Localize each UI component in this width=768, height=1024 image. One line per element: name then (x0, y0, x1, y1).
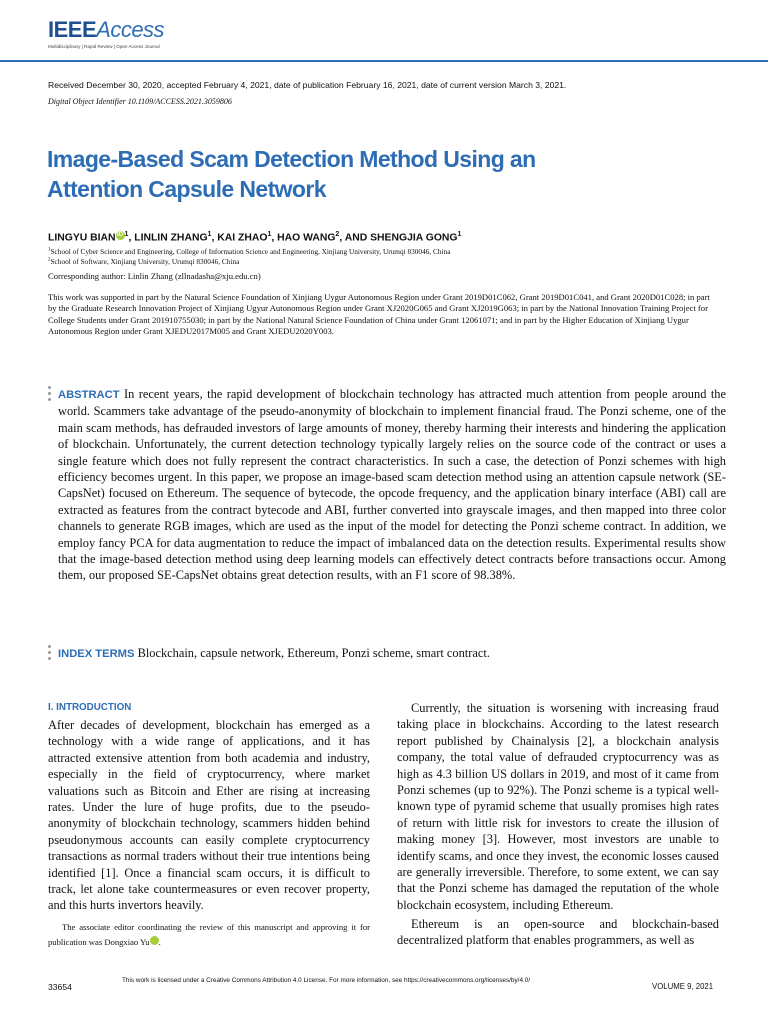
index-terms (58, 645, 726, 662)
title-line-2: Attention Capsule Network (47, 176, 326, 202)
index-terms-label: INDEX TERMS (58, 648, 135, 660)
abstract-text: In recent years, the rapid development of blockchain technology has attracted much attention from people around the world. Scammers take advantage of the pseudo-anonymity of blockchain to implement financial fraud. The Ponzi scheme, one of the main scam methods, has defrauded investors of large amounts of money, thereby harming their interests and hindering the application of blockchain. Unfortunately, the current detection technology typically largely relies on the source code of the contract or uses a single feature which does not fully represent the contract characteristics. In such a case, the detection of Ponzi schemes with high efficiency becomes urgent. In this paper, we propose an image-based scam detection method using an attention capsule network (SE-CapsNet) focused on Ethereum. The sequence of bytecode, the opcode frequency, and the application binary interface (ABI) call are extracted as features from the contract bytecode and ABI, further converted into grayscale images, and then mapped into three color channels to generate RGB images, which are used as the input of the model for detecting the Ponzi scheme contract. In addition, we employ fancy PCA for data augmentation to reduce the impact of imbalanced data on the detection results. Experimental results show that the image-based detection method using deep learning models can effectively detect contracts before transactions occur. Among them, our proposed SE-CapsNet obtains great detection results, with an F1 score of 98.38%. (58, 387, 726, 583)
abstract-label: ABSTRACT (58, 389, 120, 401)
page-number: 33654 (48, 982, 72, 992)
intro-right-paragraph-2: Ethereum is an open-source and blockchain-based decentralized platform that enables programmers, as well as (397, 917, 719, 948)
affiliation-1 (48, 247, 450, 256)
affiliation-1-text: School of Cyber Science and Engineering, College of Information Science and Engineering, Xinjiang University, Urumqi 830046, China (50, 247, 451, 256)
author-list (48, 231, 461, 243)
abstract-dots-icon (48, 386, 51, 404)
editor-footnote-end: . (158, 936, 161, 947)
affiliation-2-text: School of Software, Xinjiang University, Urumqi 830046, China (50, 257, 240, 266)
affiliation-2 (48, 257, 239, 266)
author-1-affil: 1 (124, 231, 129, 238)
editor-footnote (48, 920, 370, 949)
paper-title (47, 144, 727, 204)
author-1: LINGYU BIAN (48, 232, 116, 244)
intro-left-paragraph: After decades of development, blockchain has emerged as a technology with a wide range of applications, and it has attracted extensive attention from both academia and industry, especially in the field of cryptocurrency, where market valuations such as Bitcoin and Ether are rising at increasing rates. Under the lure of huge profits, due to the pseudo-anonymity of blockchain technology, scammers hidden behind pseudonymous accounts can easily complete cryptocurrency transactions as normal traders without their true intentions being identified [1]. Once a financial scam occurs, it is difficult to track, let alone take countermeasures or even recover property, and this hurts invertors heavily. (48, 718, 370, 913)
logo-ieee: IEEE (48, 17, 97, 42)
affiliation-2-number: 2 (48, 257, 51, 263)
abstract (58, 386, 726, 584)
author-5: , AND SHENGJIA GONG (339, 232, 458, 244)
doi: Digital Object Identifier 10.1109/ACCESS.2021.3059806 (48, 97, 232, 106)
license-statement[interactable]: This work is licensed under a Creative Commons Attribution 4.0 License. For more information, see https://creativecommons.org/licenses/by/4.0/ (122, 977, 531, 984)
journal-tagline: Multidisciplinary | Rapid Review | Open Access Journal (48, 44, 160, 49)
author-2: , LINLIN ZHANG (128, 232, 208, 244)
author-3-affil: 1 (267, 231, 272, 238)
title-line-1: Image-Based Scam Detection Method Using an (47, 146, 536, 172)
affiliation-1-number: 1 (48, 247, 51, 253)
author-3: , KAI ZHAO (211, 232, 268, 244)
editor-orcid-icon[interactable]: iD (150, 936, 159, 945)
editor-footnote-text: The associate editor coordinating the review of this manuscript and approving it for publication was Dongxiao Yu (48, 922, 370, 947)
logo-access: Access (96, 17, 165, 42)
author-5-affil: 1 (457, 231, 462, 238)
intro-right-paragraph-1: Currently, the situation is worsening with increasing fraud taking place in blockchains. According to the latest research report published by Chainalysis [2], a blockchain analysis company, the total value of defrauded cryptocurrency was as high as 4.3 billion US dollars in 2019, and most of it came from Ponzi schemes (up to 92%). The Ponzi scheme is a typical well-known type of pyramid scheme that usually promises high rates of return with little risk for investors to create the illusion of making money [3]. However, most investors are unable to identify scams, and once they invest, the economic losses caused are generally irreversible. Therefore, to some extent, we can say that the Ponzi scheme has damaged the reputation of the whole blockchain ecosystem, including Ethereum. (397, 701, 719, 912)
header-rule (0, 60, 768, 62)
orcid-icon[interactable]: iD (117, 232, 124, 238)
received-dates: Received December 30, 2020, accepted February 4, 2021, date of publication February 16, 2021, date of current version March 3, 2021. (48, 80, 567, 90)
section-heading-introduction: I. INTRODUCTION (48, 702, 132, 713)
funding-statement: This work was supported in part by the Natural Science Foundation of Xinjiang Uygur Autonomous Region under Grant 2019D01C062, Grant 2019D01C041, and Grant 2020D01C028; in part by the Graduate Research Innovation Project of Xinjiang Ugyur Autonomous Region under Grant XJ2020G065 and Grant XJ2019G063; in part by the National Innovation Training Project for College Students under Grant 201910755030; in part by the National Natural Science Foundation of China under Grant 12061071; and in part by the Higher Education of Xinjiang Uygur Autonomous Region under Grant XJEDU2017M005 and Grant XJEDU2020Y003. (48, 292, 710, 336)
author-4: , HAO WANG (271, 232, 336, 244)
index-terms-text: Blockchain, capsule network, Ethereum, Ponzi scheme, smart contract. (137, 646, 490, 660)
author-4-affil: 2 (335, 231, 340, 238)
corresponding-author: Corresponding author: Linlin Zhang (zllnadasha@xju.edu.cn) (48, 271, 261, 281)
index-terms-dots-icon (48, 645, 51, 663)
author-2-affil: 1 (207, 231, 212, 238)
journal-logo (48, 18, 164, 42)
volume-info: VOLUME 9, 2021 (652, 982, 714, 991)
